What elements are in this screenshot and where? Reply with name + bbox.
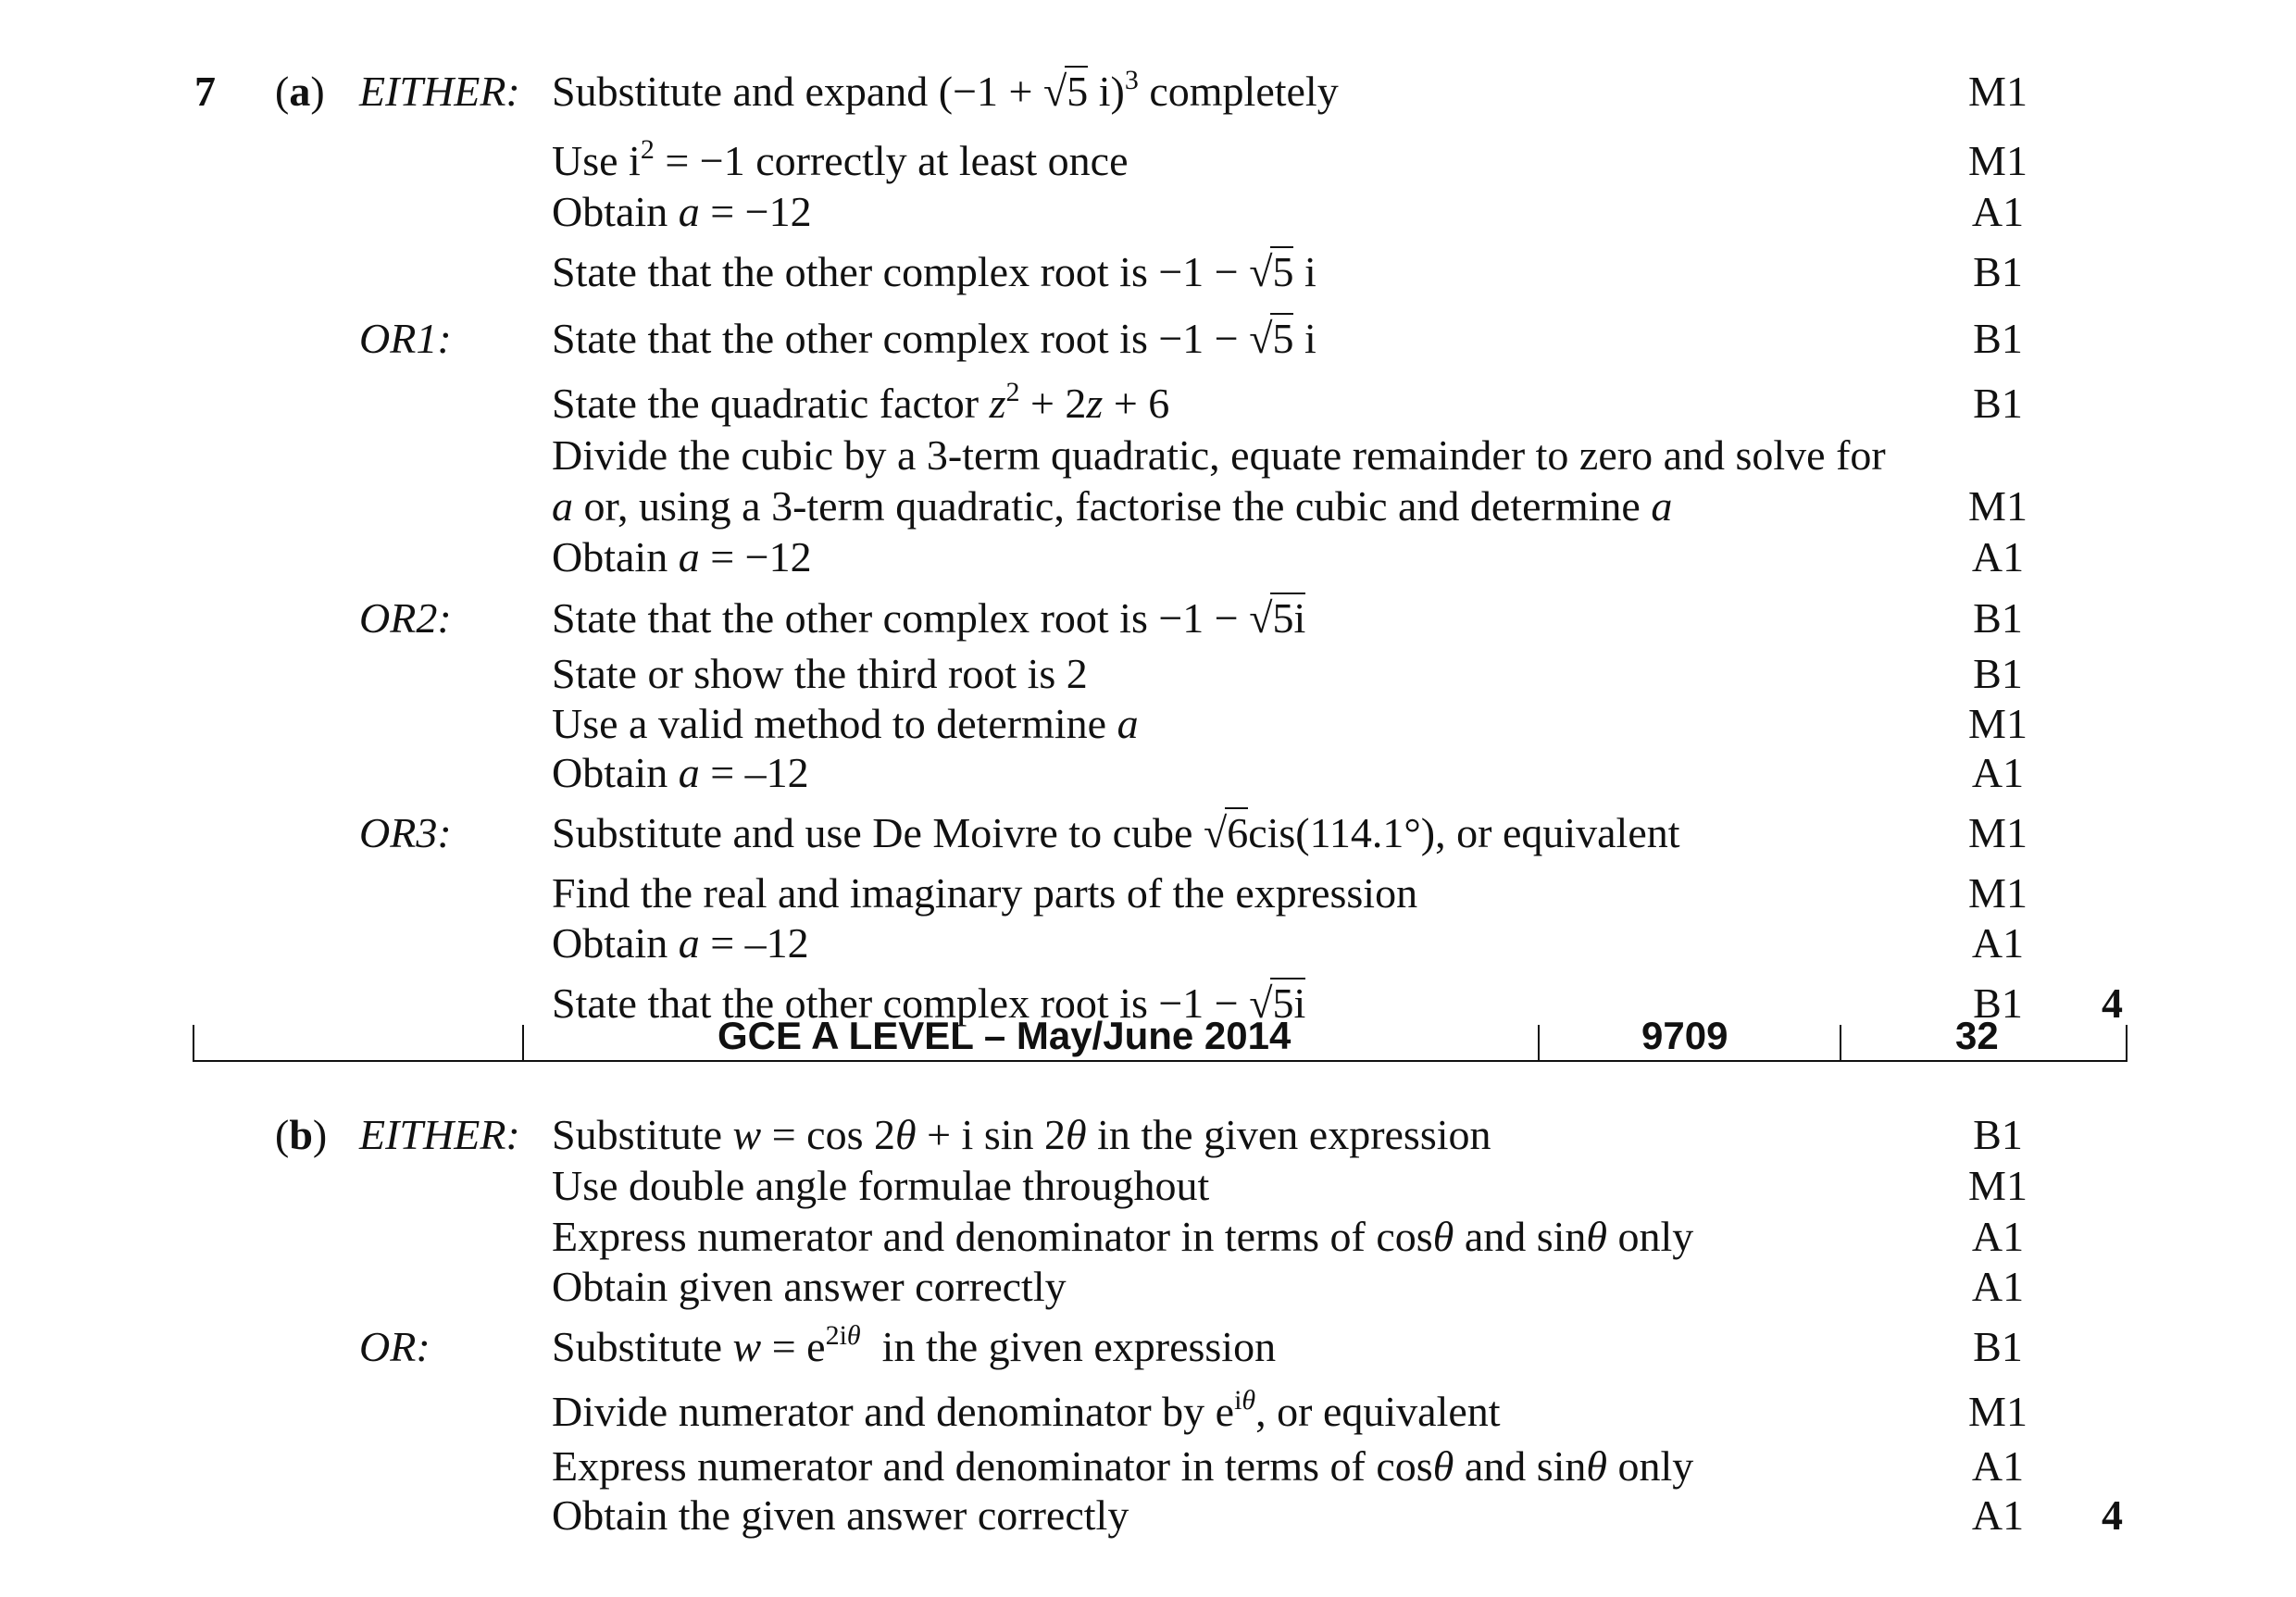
footer-divider xyxy=(1840,1025,1841,1060)
footer-paper: 32 xyxy=(1955,1014,1999,1057)
step-text: Express numerator and denominator in terms of cosθ and sinθ only xyxy=(552,1213,1694,1260)
row-a-9 xyxy=(0,532,2296,588)
step-text: State that the other complex root is −1 − √5 i xyxy=(552,315,1316,362)
row-a-5 xyxy=(0,314,2296,369)
row-a-15 xyxy=(0,868,2296,924)
part-a-label: (a) xyxy=(275,68,325,115)
step-text: Obtain the given answer correctly xyxy=(552,1491,1129,1539)
mark-code: M1 xyxy=(1968,809,2028,856)
mark-code: B1 xyxy=(1973,1111,2023,1158)
step-text: Obtain a = –12 xyxy=(552,919,809,967)
row-a-13 xyxy=(0,748,2296,804)
step-text: Substitute and use De Moivre to cube √6cis(114.1°), or equivalent xyxy=(552,809,1680,856)
row-b-6 xyxy=(0,1387,2296,1442)
row-b-2 xyxy=(0,1161,2296,1216)
mark-code: B1 xyxy=(1973,594,2023,642)
step-text: Substitute and expand (−1 + √5 i)$^3$ completely xyxy=(552,65,1339,115)
row-b-7 xyxy=(0,1441,2296,1497)
row-a-3 xyxy=(0,187,2296,243)
row-b-3 xyxy=(0,1212,2296,1267)
step-text: a or, using a 3-term quadratic, factorise the cubic and determine a xyxy=(552,482,1673,530)
step-text: State the quadratic factor $z^2 + 2z + 6$ xyxy=(552,377,1170,427)
mark-code: B1 xyxy=(1973,979,2023,1027)
mark-code: A1 xyxy=(1971,533,2025,580)
step-text: Divide numerator and denominator by $e^{i\theta}$, or equivalent xyxy=(552,1385,1501,1435)
method-or1: OR1: xyxy=(359,315,452,362)
mark-code: M1 xyxy=(1968,869,2028,917)
method-or: OR: xyxy=(359,1323,430,1370)
row-a-1 xyxy=(0,67,2296,122)
mark-code: M1 xyxy=(1968,137,2028,184)
question-number: 7 xyxy=(194,68,216,115)
step-text: Express numerator and denominator in terms of cosθ and sinθ only xyxy=(552,1442,1694,1490)
mark-code: A1 xyxy=(1971,1491,2025,1539)
step-text: Use $i^2 = -1$ correctly at least once xyxy=(552,134,1129,184)
method-either: EITHER: xyxy=(359,68,520,115)
method-or2: OR2: xyxy=(359,594,452,642)
row-a-14 xyxy=(0,808,2296,864)
part-b-label: (b) xyxy=(275,1111,328,1158)
step-text: Substitute $w = e^{2i\theta}$ in the given expression xyxy=(552,1320,1277,1370)
row-a-6 xyxy=(0,379,2296,434)
method-or3: OR3: xyxy=(359,809,452,856)
footer-divider xyxy=(522,1025,524,1060)
step-text: Divide the cubic by a 3-term quadratic, equate remainder to zero and solve for xyxy=(552,431,1886,479)
step-text: Use double angle formulae throughout xyxy=(552,1162,1210,1209)
step-text: Obtain a = −12 xyxy=(552,188,812,235)
part-b-total: 4 xyxy=(2102,1491,2123,1539)
row-b-5 xyxy=(0,1322,2296,1378)
step-text: Obtain a = −12 xyxy=(552,533,812,580)
mark-code: M1 xyxy=(1968,68,2028,115)
step-text: State that the other complex root is −1 − √5i xyxy=(552,594,1306,642)
mark-code: M1 xyxy=(1968,482,2028,530)
mark-code: M1 xyxy=(1968,1162,2028,1209)
mark-code: B1 xyxy=(1973,380,2023,427)
step-text: Obtain given answer correctly xyxy=(552,1263,1067,1310)
step-text: Use a valid method to determine a xyxy=(552,700,1139,747)
mark-code: A1 xyxy=(1971,1442,2025,1490)
step-text: Find the real and imaginary parts of the expression xyxy=(552,869,1418,917)
row-b-4 xyxy=(0,1262,2296,1317)
footer-exam: GCE A LEVEL – May/June 2014 xyxy=(718,1014,1292,1057)
mark-code: B1 xyxy=(1973,248,2023,295)
row-a-12 xyxy=(0,699,2296,755)
step-text: Obtain a = –12 xyxy=(552,749,809,796)
step-text: State that the other complex root is −1 − √5 i xyxy=(552,248,1316,295)
mark-code: B1 xyxy=(1973,650,2023,697)
mark-code: A1 xyxy=(1971,1213,2025,1260)
mark-code: B1 xyxy=(1973,315,2023,362)
mark-code: A1 xyxy=(1971,1263,2025,1310)
step-text: State or show the third root is 2 xyxy=(552,650,1088,697)
row-a-7 xyxy=(0,430,2296,486)
row-b-8 xyxy=(0,1491,2296,1546)
row-a-16 xyxy=(0,918,2296,974)
footer-divider xyxy=(1538,1025,1540,1060)
mark-code: M1 xyxy=(1968,1388,2028,1435)
method-either: EITHER: xyxy=(359,1111,520,1158)
part-a-total: 4 xyxy=(2102,979,2123,1027)
row-a-2 xyxy=(0,136,2296,192)
step-text: State that the other complex root is −1 − √5i xyxy=(552,979,1306,1027)
row-b-1 xyxy=(0,1110,2296,1166)
mark-code: B1 xyxy=(1973,1323,2023,1370)
footer-divider xyxy=(193,1025,194,1060)
page-footer xyxy=(193,1014,2128,1062)
row-a-11 xyxy=(0,649,2296,705)
mark-code: A1 xyxy=(1971,749,2025,796)
row-a-4 xyxy=(0,247,2296,303)
mark-code: A1 xyxy=(1971,188,2025,235)
footer-syllabus: 9709 xyxy=(1641,1014,1728,1057)
row-a-10 xyxy=(0,593,2296,649)
footer-divider xyxy=(2126,1025,2128,1060)
step-text: Substitute w = cos 2θ + i sin 2θ in the given expression xyxy=(552,1111,1491,1158)
row-a-8 xyxy=(0,481,2296,537)
mark-code: A1 xyxy=(1971,919,2025,967)
mark-code: M1 xyxy=(1968,700,2028,747)
